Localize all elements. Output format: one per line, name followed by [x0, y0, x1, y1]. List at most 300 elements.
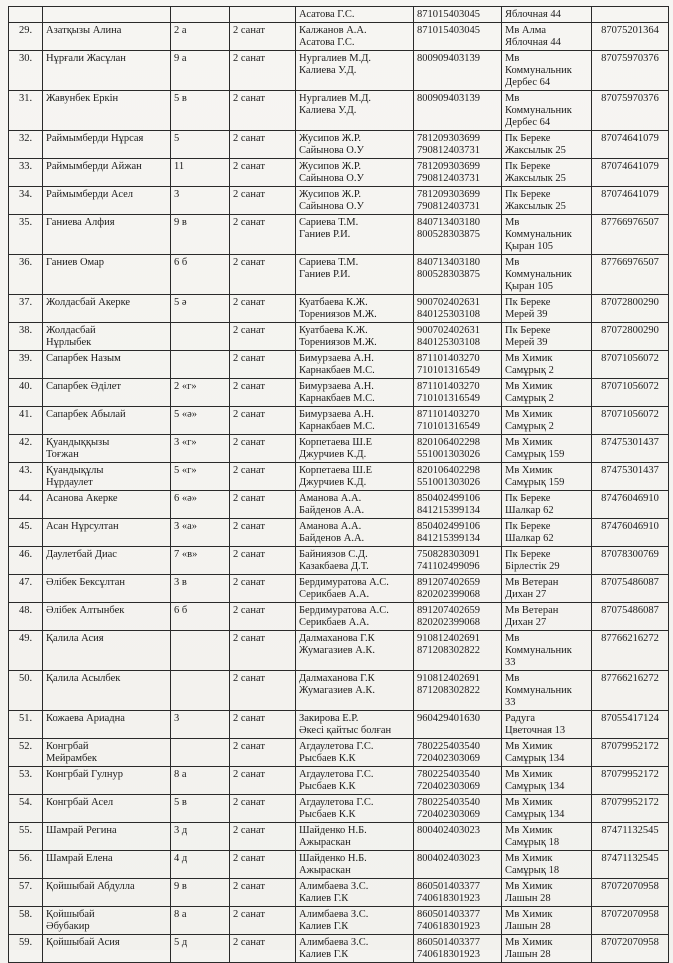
student-name [43, 7, 171, 23]
row-number: 52. [9, 739, 43, 767]
student-name: Асанова Акерке [43, 491, 171, 519]
table-row [9, 7, 669, 23]
iin-cell [414, 907, 502, 935]
iin-cell-line: 871208302822 [417, 685, 480, 696]
address-cell-line: Мв Химик [505, 741, 553, 752]
iin-cell-line: 720402303069 [417, 781, 480, 792]
iin-cell [414, 379, 502, 407]
grade-cell: 5 ә [171, 295, 230, 323]
category-cell: 2 санат [230, 851, 296, 879]
address-cell-line: Жаксылык 25 [505, 173, 566, 184]
iin-cell-line: 860501403377 [417, 937, 480, 948]
address-cell-line: Мв Ветеран [505, 605, 559, 616]
iin-cell-line: 841215399134 [417, 505, 480, 516]
iin-cell [414, 575, 502, 603]
student-name-line: Нұрдаулет [46, 477, 93, 488]
iin-cell-line: 871208302822 [417, 645, 480, 656]
iin-cell-line: 871101403270 [417, 381, 480, 392]
phone-cell: 87071056072 [592, 351, 669, 379]
parents-cell-line: Сариева Т.М. [299, 217, 359, 228]
address-cell-line: Яблочная 44 [505, 37, 561, 48]
parents-cell [296, 295, 414, 323]
address-cell-line: Жаксылык 25 [505, 201, 566, 212]
parents-cell-line: Джурчиев К.Д. [299, 477, 367, 488]
iin-cell [414, 255, 502, 295]
iin-cell-line: 741102499096 [417, 561, 480, 572]
address-cell-line: Мв Химик [505, 353, 553, 364]
student-name: Қалила Асылбек [43, 671, 171, 711]
student-name: Сапарбек Назым [43, 351, 171, 379]
grade-cell: 3 д [171, 823, 230, 851]
iin-cell-line: 790812403731 [417, 173, 480, 184]
address-cell-line: Пк Береке [505, 521, 551, 532]
iin-cell [414, 51, 502, 91]
parents-cell [296, 547, 414, 575]
category-cell [230, 7, 296, 23]
address-cell-line: Мв Химик [505, 437, 553, 448]
phone-cell: 87078300769 [592, 547, 669, 575]
phone-cell: 87075201364 [592, 23, 669, 51]
address-cell [502, 711, 592, 739]
iin-cell-line: 781209303699 [417, 133, 480, 144]
phone-cell: 87079952172 [592, 739, 669, 767]
parents-cell [296, 795, 414, 823]
table-row [9, 851, 669, 879]
student-name: Раймымберди Асел [43, 187, 171, 215]
grade-cell: 5 «г» [171, 463, 230, 491]
iin-cell-line: 820106402298 [417, 437, 480, 448]
iin-cell [414, 711, 502, 739]
address-cell-line: Самұрық 18 [505, 837, 560, 848]
grade-cell: 2 а [171, 23, 230, 51]
phone-cell: 87075970376 [592, 51, 669, 91]
student-name: Шамрай Елена [43, 851, 171, 879]
address-cell-line: Пк Береке [505, 325, 551, 336]
parents-cell-line: Сайынова О.У [299, 201, 364, 212]
table-row [9, 23, 669, 51]
iin-cell [414, 879, 502, 907]
grade-cell: 5 д [171, 935, 230, 963]
parents-cell-line: Байденов А.А. [299, 505, 365, 516]
iin-cell [414, 407, 502, 435]
iin-cell-line: 800402403023 [417, 853, 480, 864]
parents-cell [296, 131, 414, 159]
parents-cell-line: Аманова А.А. [299, 493, 362, 504]
iin-cell [414, 435, 502, 463]
address-cell [502, 575, 592, 603]
student-name: Раймымберди Айжан [43, 159, 171, 187]
student-name: Раймымберди Нұрсая [43, 131, 171, 159]
parents-cell [296, 491, 414, 519]
iin-cell [414, 463, 502, 491]
parents-cell-line: Байденов А.А. [299, 533, 365, 544]
iin-cell [414, 603, 502, 631]
address-cell-line: Лашын 28 [505, 893, 551, 904]
grade-cell: 6 б [171, 603, 230, 631]
address-cell-line: Лашын 28 [505, 949, 551, 960]
parents-cell-line: Жумагазиев А.К. [299, 685, 376, 696]
student-name: Ганиев Омар [43, 255, 171, 295]
grade-cell: 2 «г» [171, 379, 230, 407]
iin-cell [414, 519, 502, 547]
category-cell: 2 санат [230, 823, 296, 851]
iin-cell-line: 871015403045 [417, 9, 480, 20]
phone-cell: 87072800290 [592, 295, 669, 323]
iin-cell-line: 860501403377 [417, 881, 480, 892]
iin-cell-line: 820202399068 [417, 617, 480, 628]
address-cell [502, 795, 592, 823]
iin-cell-line: 840713403180 [417, 257, 480, 268]
phone-cell: 87072800290 [592, 323, 669, 351]
row-number: 44. [9, 491, 43, 519]
phone-cell: 87471132545 [592, 823, 669, 851]
parents-cell [296, 463, 414, 491]
category-cell: 2 санат [230, 935, 296, 963]
address-cell-line: Самұрық 159 [505, 449, 565, 460]
student-name: Әлібек Бексұлтан [43, 575, 171, 603]
table-row [9, 879, 669, 907]
address-cell [502, 379, 592, 407]
address-cell-line: Қыран 105 [505, 281, 553, 292]
iin-cell [414, 935, 502, 963]
iin-cell-line: 860501403377 [417, 909, 480, 920]
parents-cell-line: Торениязов М.Ж. [299, 309, 377, 320]
row-number: 55. [9, 823, 43, 851]
parents-cell-line: Калиев Г.К [299, 893, 349, 904]
category-cell: 2 санат [230, 711, 296, 739]
parents-cell [296, 907, 414, 935]
parents-cell-line: Сайынова О.У [299, 173, 364, 184]
iin-cell-line: 910812402691 [417, 673, 480, 684]
address-cell-line: Мв Химик [505, 881, 553, 892]
iin-cell-line: 740618301923 [417, 949, 480, 960]
iin-cell [414, 851, 502, 879]
address-cell-line: Мв Химик [505, 409, 553, 420]
parents-cell [296, 187, 414, 215]
address-cell-line: Лашын 28 [505, 921, 551, 932]
parents-cell-line: Серикбаев А.А. [299, 589, 370, 600]
table-row [9, 795, 669, 823]
grade-cell: 8 а [171, 767, 230, 795]
address-cell-line: Самұрық 18 [505, 865, 560, 876]
address-cell-line: Коммунальник [505, 65, 572, 76]
grade-cell [171, 351, 230, 379]
address-cell [502, 351, 592, 379]
grade-cell: 3 «г» [171, 435, 230, 463]
address-cell-line: Пк Береке [505, 189, 551, 200]
iin-cell-line: 900702402631 [417, 297, 480, 308]
address-cell-line: Мв Химик [505, 465, 553, 476]
student-name: Қалила Асия [43, 631, 171, 671]
parents-cell-line: Шайденко Н.Б. [299, 825, 367, 836]
address-cell-line: Мв Химик [505, 825, 553, 836]
parents-cell-line: Торениязов М.Ж. [299, 337, 377, 348]
parents-cell-line: Куатбаева К.Ж. [299, 297, 368, 308]
parents-cell-line: Бердимуратова А.С. [299, 577, 389, 588]
row-number: 49. [9, 631, 43, 671]
table-row [9, 603, 669, 631]
parents-cell-line: Калжанов А.А. [299, 25, 367, 36]
student-name: Азатқызы Алина [43, 23, 171, 51]
category-cell: 2 санат [230, 23, 296, 51]
phone-cell: 87471132545 [592, 851, 669, 879]
iin-cell-line: 871015403045 [417, 25, 480, 36]
parents-cell-line: Калиев Г.К [299, 921, 349, 932]
parents-cell-line: Ганиев Р.И. [299, 269, 351, 280]
parents-cell [296, 519, 414, 547]
table-row [9, 323, 669, 351]
parents-cell [296, 323, 414, 351]
student-name: Ганиева Алфия [43, 215, 171, 255]
address-cell-line: Пк Береке [505, 493, 551, 504]
parents-cell-line: Карнакбаев М.С. [299, 421, 375, 432]
table-row [9, 739, 669, 767]
student-name: Жавунбек Еркін [43, 91, 171, 131]
table-row [9, 823, 669, 851]
row-number: 39. [9, 351, 43, 379]
student-name: Нұрғали Жасұлан [43, 51, 171, 91]
parents-cell-line: Жусипов Ж.Р. [299, 161, 362, 172]
iin-cell-line: 740618301923 [417, 921, 480, 932]
phone-cell: 87766216272 [592, 671, 669, 711]
table-row [9, 463, 669, 491]
iin-cell-line: 820106402298 [417, 465, 480, 476]
row-number: 32. [9, 131, 43, 159]
phone-cell: 87071056072 [592, 407, 669, 435]
iin-cell [414, 671, 502, 711]
row-number: 37. [9, 295, 43, 323]
row-number: 43. [9, 463, 43, 491]
row-number: 50. [9, 671, 43, 711]
parents-cell [296, 379, 414, 407]
phone-cell [592, 7, 669, 23]
address-cell-line: Коммунальник [505, 105, 572, 116]
address-cell-line: Радуга [505, 713, 536, 724]
address-cell [502, 51, 592, 91]
grade-cell: 4 д [171, 851, 230, 879]
student-name: Сапарбек Абылай [43, 407, 171, 435]
iin-cell-line: 710101316549 [417, 421, 480, 432]
address-cell-line: Пк Береке [505, 133, 551, 144]
address-cell-line: Дербес 64 [505, 117, 551, 128]
address-cell-line: Мв [505, 217, 520, 228]
parents-cell-line: Закирова Е.Р. [299, 713, 359, 724]
row-number: 51. [9, 711, 43, 739]
iin-cell [414, 491, 502, 519]
iin-cell-line: 910812402691 [417, 633, 480, 644]
parents-cell [296, 159, 414, 187]
grade-cell [171, 739, 230, 767]
address-cell-line: Цветочная 13 [505, 725, 566, 736]
grade-cell: 3 в [171, 575, 230, 603]
parents-cell-line: Сайынова О.У [299, 145, 364, 156]
parents-cell-line: Бердимуратова А.С. [299, 605, 389, 616]
parents-cell-line: Карнакбаев М.С. [299, 393, 375, 404]
category-cell: 2 санат [230, 575, 296, 603]
phone-cell: 87072070958 [592, 935, 669, 963]
row-number: 57. [9, 879, 43, 907]
phone-cell: 87071056072 [592, 379, 669, 407]
parents-cell-line: Алимбаева З.С. [299, 937, 369, 948]
phone-cell: 87475301437 [592, 435, 669, 463]
table-row [9, 631, 669, 671]
iin-cell [414, 295, 502, 323]
parents-cell [296, 631, 414, 671]
address-cell-line: Мв [505, 673, 520, 684]
category-cell: 2 санат [230, 407, 296, 435]
address-cell-line: Қыран 105 [505, 241, 553, 252]
iin-cell-line: 960429401630 [417, 713, 480, 724]
student-name [43, 907, 171, 935]
address-cell [502, 255, 592, 295]
address-cell [502, 671, 592, 711]
category-cell: 2 санат [230, 159, 296, 187]
iin-cell [414, 323, 502, 351]
iin-cell-line: 551001303026 [417, 477, 480, 488]
table-row [9, 255, 669, 295]
parents-cell-line: Аманова А.А. [299, 521, 362, 532]
grade-cell: 6 «ә» [171, 491, 230, 519]
iin-cell-line: 850402499106 [417, 493, 480, 504]
parents-cell-line: Ганиев Р.И. [299, 229, 351, 240]
grade-cell: 3 [171, 711, 230, 739]
parents-cell [296, 603, 414, 631]
parents-cell [296, 935, 414, 963]
phone-cell: 87079952172 [592, 795, 669, 823]
student-name: Әлібек Алтынбек [43, 603, 171, 631]
parents-cell-line: Шайденко Н.Б. [299, 853, 367, 864]
table-row [9, 407, 669, 435]
address-cell-line: Мв Химик [505, 381, 553, 392]
row-number: 48. [9, 603, 43, 631]
parents-cell-line: Карнакбаев М.С. [299, 365, 375, 376]
parents-cell-line: Сариева Т.М. [299, 257, 359, 268]
row-number: 34. [9, 187, 43, 215]
address-cell-line: Мв Химик [505, 797, 553, 808]
iin-cell [414, 7, 502, 23]
student-name-line: Қуандыққызы [46, 437, 110, 448]
parents-cell [296, 575, 414, 603]
address-cell-line: Пк Береке [505, 549, 551, 560]
iin-cell [414, 351, 502, 379]
address-cell-line: Коммунальник [505, 269, 572, 280]
parents-cell [296, 711, 414, 739]
row-number: 31. [9, 91, 43, 131]
address-cell-line: Мв [505, 53, 520, 64]
parents-cell [296, 407, 414, 435]
iin-cell [414, 739, 502, 767]
address-cell [502, 159, 592, 187]
parents-cell [296, 767, 414, 795]
parents-cell-line: Алимбаева З.С. [299, 881, 369, 892]
phone-cell: 87055417124 [592, 711, 669, 739]
table-row [9, 435, 669, 463]
parents-cell-line: Агдаулетова Г.С. [299, 769, 374, 780]
parents-cell-line: Рысбаев К.К [299, 781, 356, 792]
address-cell-line: Мерей 39 [505, 337, 548, 348]
address-cell [502, 187, 592, 215]
student-name [43, 739, 171, 767]
iin-cell [414, 631, 502, 671]
parents-cell-line: Асатова Г.С. [299, 37, 355, 48]
iin-cell-line: 780225403540 [417, 741, 480, 752]
category-cell: 2 санат [230, 739, 296, 767]
parents-cell-line: Асатова Г.С. [299, 9, 355, 20]
address-cell-line: Мв [505, 257, 520, 268]
category-cell: 2 санат [230, 435, 296, 463]
grade-cell [171, 631, 230, 671]
student-name: Шамрай Регина [43, 823, 171, 851]
parents-cell-line: Нургалиев М.Д. [299, 53, 371, 64]
student-name: Конгрбай Асел [43, 795, 171, 823]
address-cell-line: Коммунальник [505, 229, 572, 240]
parents-cell [296, 23, 414, 51]
address-cell [502, 91, 592, 131]
iin-cell-line: 710101316549 [417, 393, 480, 404]
row-number: 33. [9, 159, 43, 187]
table-body [9, 7, 669, 963]
address-cell-line: Яблочная 44 [505, 9, 561, 20]
iin-cell-line: 850402499106 [417, 521, 480, 532]
row-number: 47. [9, 575, 43, 603]
address-cell [502, 7, 592, 23]
address-cell-line: Дербес 64 [505, 77, 551, 88]
row-number: 36. [9, 255, 43, 295]
address-cell [502, 603, 592, 631]
address-cell [502, 491, 592, 519]
grade-cell: 8 а [171, 907, 230, 935]
parents-cell [296, 215, 414, 255]
student-list-table [8, 6, 669, 963]
category-cell: 2 санат [230, 795, 296, 823]
parents-cell-line: Корпетаева Ш.Е [299, 465, 373, 476]
iin-cell-line: 800528303875 [417, 269, 480, 280]
iin-cell-line: 710101316549 [417, 365, 480, 376]
iin-cell [414, 131, 502, 159]
parents-cell [296, 91, 414, 131]
table-row [9, 91, 669, 131]
grade-cell [171, 7, 230, 23]
table-row [9, 351, 669, 379]
iin-cell-line: 841215399134 [417, 533, 480, 544]
address-cell-line: Коммунальник [505, 645, 572, 656]
table-row [9, 379, 669, 407]
address-cell-line: Пк Береке [505, 161, 551, 172]
address-cell-line: Самұрық 134 [505, 781, 565, 792]
grade-cell: 5 «ә» [171, 407, 230, 435]
student-name: Асан Нұрсултан [43, 519, 171, 547]
address-cell [502, 767, 592, 795]
iin-cell-line: 750828303091 [417, 549, 480, 560]
table-row [9, 935, 669, 963]
student-name [43, 323, 171, 351]
student-name-line: Нұрлыбек [46, 337, 92, 348]
iin-cell [414, 187, 502, 215]
parents-cell [296, 255, 414, 295]
address-cell-line: Мв [505, 93, 520, 104]
category-cell: 2 санат [230, 767, 296, 795]
address-cell-line: Бірлестік 29 [505, 561, 560, 572]
row-number: 38. [9, 323, 43, 351]
parents-cell [296, 823, 414, 851]
address-cell [502, 631, 592, 671]
category-cell: 2 санат [230, 187, 296, 215]
iin-cell-line: 790812403731 [417, 145, 480, 156]
phone-cell: 87766216272 [592, 631, 669, 671]
grade-cell: 5 в [171, 91, 230, 131]
address-cell [502, 295, 592, 323]
table-row [9, 295, 669, 323]
